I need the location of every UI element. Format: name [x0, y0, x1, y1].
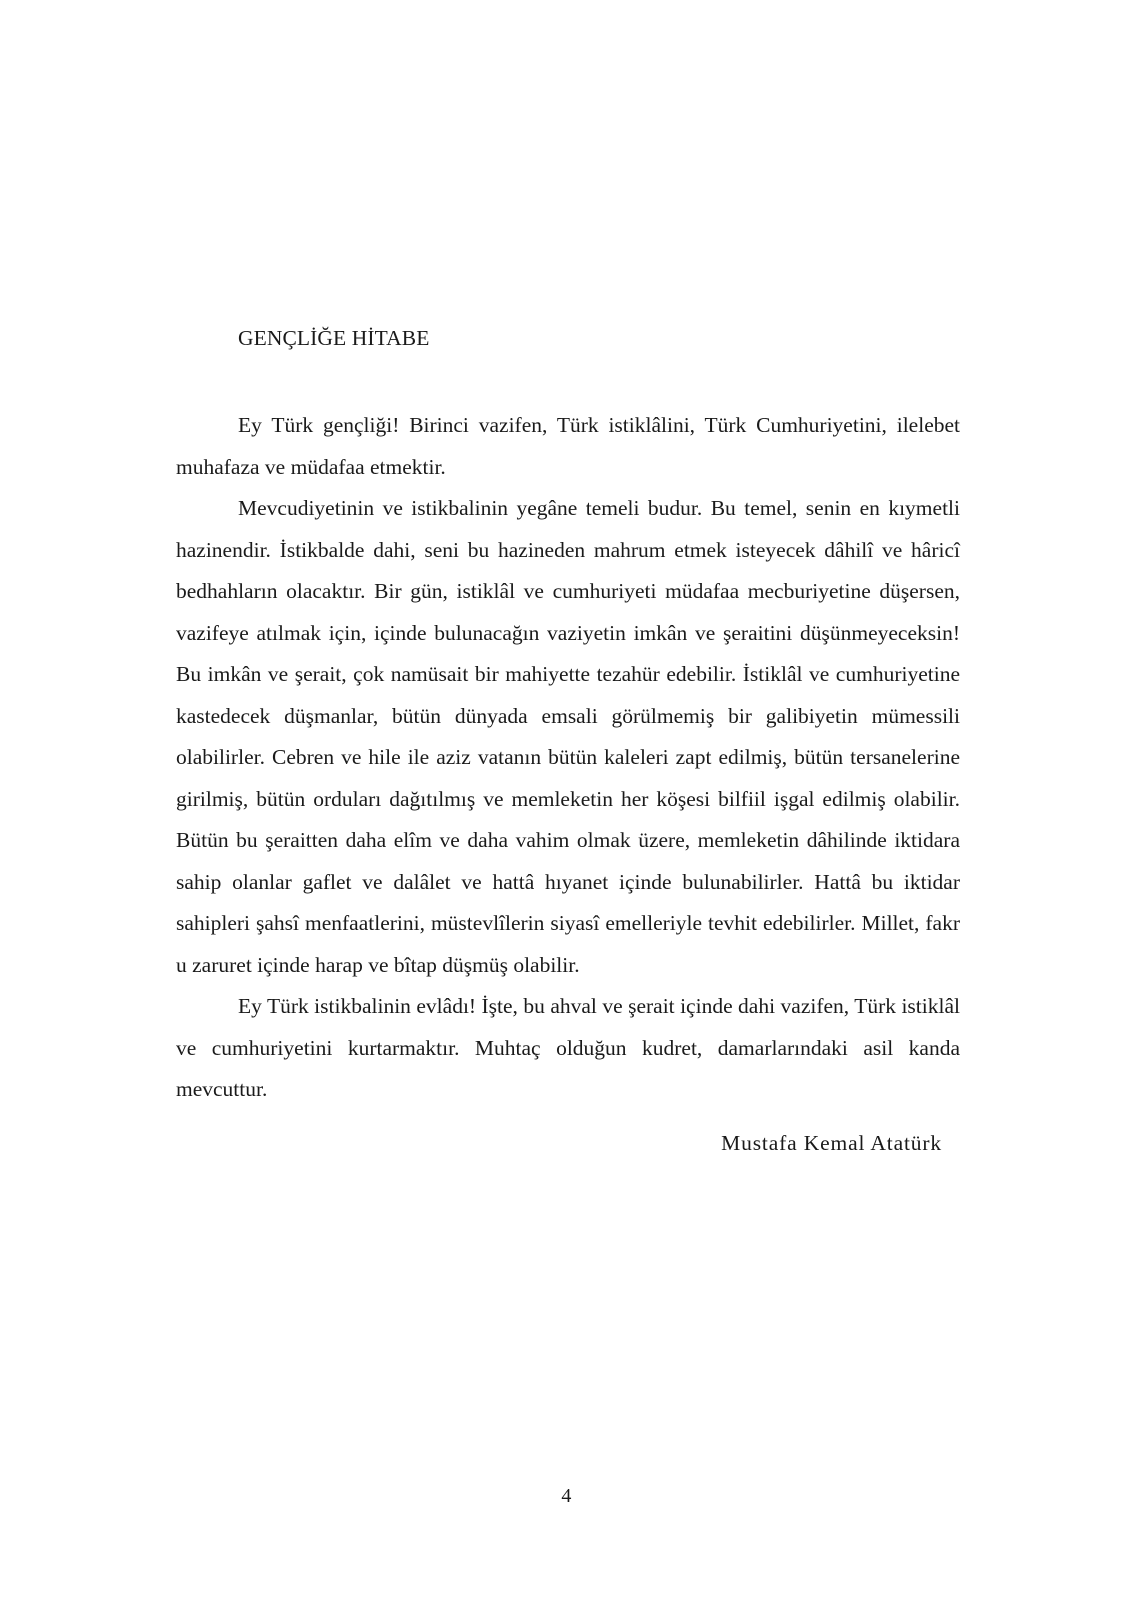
page-number: 4 [561, 1485, 572, 1507]
paragraph-3: Ey Türk istikbalinin evlâdı! İşte, bu ahval ve şerait içinde dahi vazifen, Türk istiklâl ve cumhuriyetini kurtarmaktır. Muhtaç olduğun kudret, damarlarındaki asil kanda mevcuttur. [176, 994, 960, 1101]
signature: Mustafa Kemal Atatürk [721, 1130, 942, 1155]
page-title: GENÇLİĞE HİTABE [238, 326, 430, 350]
paragraph-1: Ey Türk gençliği! Birinci vazifen, Türk istiklâlini, Türk Cumhuriyetini, ilelebet muhafaza ve müdafaa etmektir. [176, 413, 960, 479]
document-body [176, 318, 960, 1164]
paragraph-2: Mevcudiyetinin ve istikbalinin yegâne temeli budur. Bu temel, senin en kıymetli hazinendir. İstikbalde dahi, seni bu hazineden mahrum etmek isteyecek dâhilî ve hâricî bedhahların olacaktır. Bir gün, istiklâl ve cumhuriyeti müdafaa mecburiyetine düşersen, vazifeye atılmak için, içinde bulunacağın vaziyetin imkân ve şeraitini düşünmeyeceksin! Bu imkân ve şerait, çok namüsait bir mahiyette tezahür edebilir. İstiklâl ve cumhuriyetine kastedecek düşmanlar, bütün dünyada emsali görülmemiş bir galibiyetin mümessili olabilirler. Cebren ve hile ile aziz vatanın bütün kaleleri zapt edilmiş, bütün tersanelerine girilmiş, bütün orduları dağıtılmış ve memleketin her köşesi bilfiil işgal edilmiş olabilir. Bütün bu şeraitten daha elîm ve daha vahim olmak üzere, memleketin dâhilinde iktidara sahip olanlar gaflet ve dalâlet ve hattâ hıyanet içinde bulunabilirler. Hattâ bu iktidar sahipleri şahsî menfaatlerini, müstevlîlerin siyasî emelleriyle tevhit edebilirler. Millet, fakr u zaruret içinde harap ve bîtap düşmüş olabilir. [176, 496, 960, 977]
